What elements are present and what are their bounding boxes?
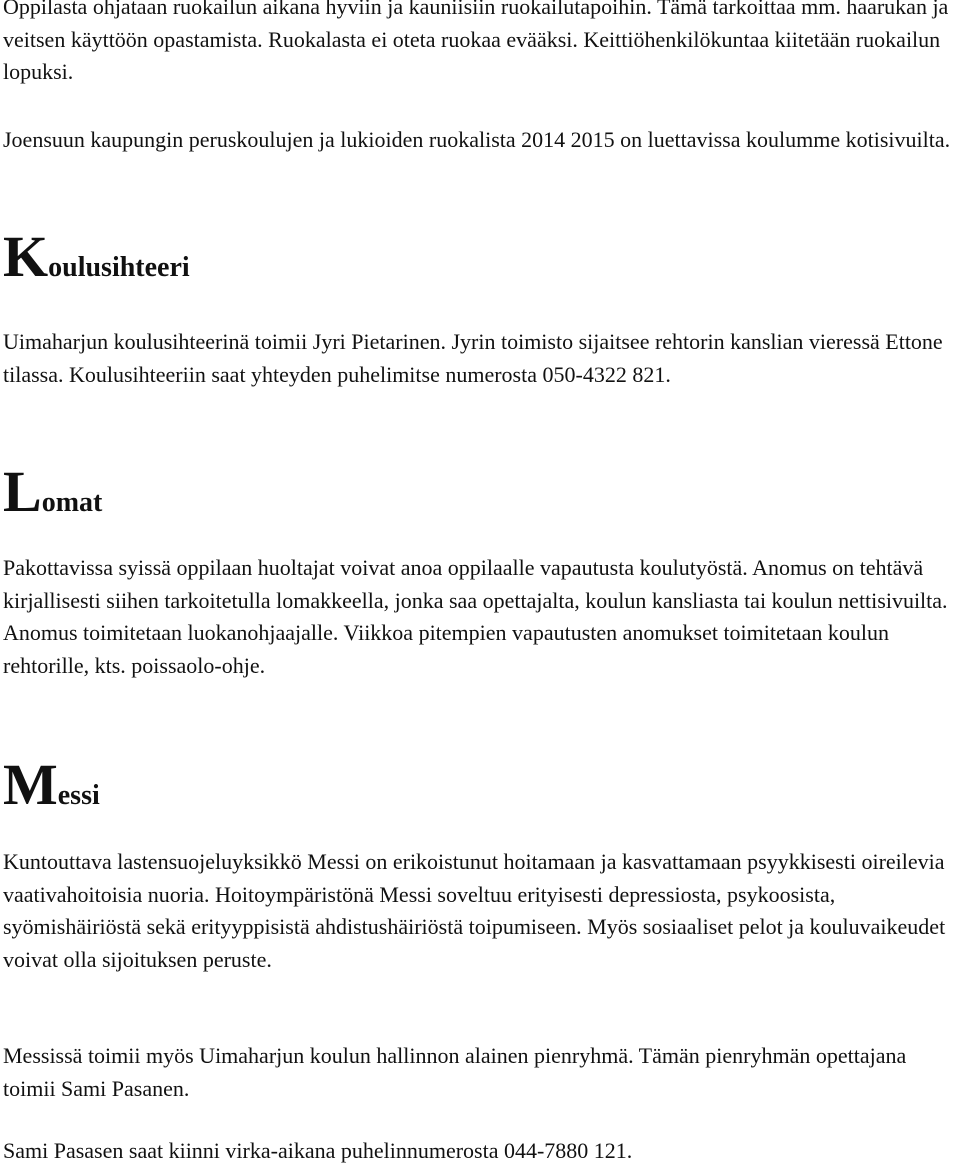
heading-initial: K <box>3 224 49 289</box>
messi-paragraph-3: Sami Pasasen saat kiinni virka-aikana puhelinnumerosta 044-7880 121. <box>3 1138 633 1163</box>
section-heading-lomat <box>3 459 103 524</box>
koulusihteeri-paragraph: Uimaharjun koulusihteerinä toimii Jyri Pietarinen. Jyrin toimisto sijaitsee rehtorin kanslian vieressä Ettone tilassa. Koulusihteeriin saat yhteyden puhelimitse numerosta 050-4322 821. <box>3 329 943 387</box>
intro-paragraph: Oppilasta ohjataan ruokailun aikana hyviin ja kauniisiin ruokailutapoihin. Tämä tarkoittaa mm. haarukan ja veitsen käyttöön opastamista. Ruokalasta ei oteta ruokaa evääksi. Keittiöhenkilökuntaa kiitetään ruokailun lopuksi. <box>3 0 949 84</box>
heading-rest: essi <box>57 780 100 811</box>
heading-initial: L <box>3 459 42 524</box>
heading-rest: oulusihteeri <box>48 252 190 283</box>
messi-paragraph-2: Messissä toimii myös Uimaharjun koulun hallinnon alainen pienryhmä. Tämän pienryhmän opettajana toimii Sami Pasanen. <box>3 1043 907 1101</box>
section-heading-messi <box>3 752 100 817</box>
section-heading-koulusihteeri <box>3 224 190 289</box>
heading-rest: omat <box>41 487 103 518</box>
heading-initial: M <box>3 752 58 817</box>
lomat-paragraph: Pakottavissa syissä oppilaan huoltajat voivat anoa oppilaalle vapautusta koulutyöstä. Anomus on tehtävä kirjallisesti siihen tarkoitetulla lomakkeella, jonka saa opettajalta, koulun kansliasta tai koulun nettisivuilta. Anomus toimitetaan luokanohjaajalle. Viikkoa pitempien vapautusten anomukset toimitetaan koulun rehtorille, kts. poissaolo-ohje. <box>3 555 948 678</box>
menu-paragraph: Joensuun kaupungin peruskoulujen ja lukioiden ruokalista 2014 2015 on luettavissa koulumme kotisivuilta. <box>3 127 951 152</box>
messi-paragraph-1: Kuntouttava lastensuojeluyksikkö Messi on erikoistunut hoitamaan ja kasvattamaan psyykkisesti oireilevia vaativahoitoisia nuoria. Hoitoympäristönä Messi soveltuu erityisesti depressiosta, psykoosista, syömishäiriöstä sekä erityyppisistä ahdistushäiriöstä toipumiseen. Myös sosiaaliset pelot ja kouluvaikeudet voivat olla sijoituksen peruste. <box>3 849 946 972</box>
